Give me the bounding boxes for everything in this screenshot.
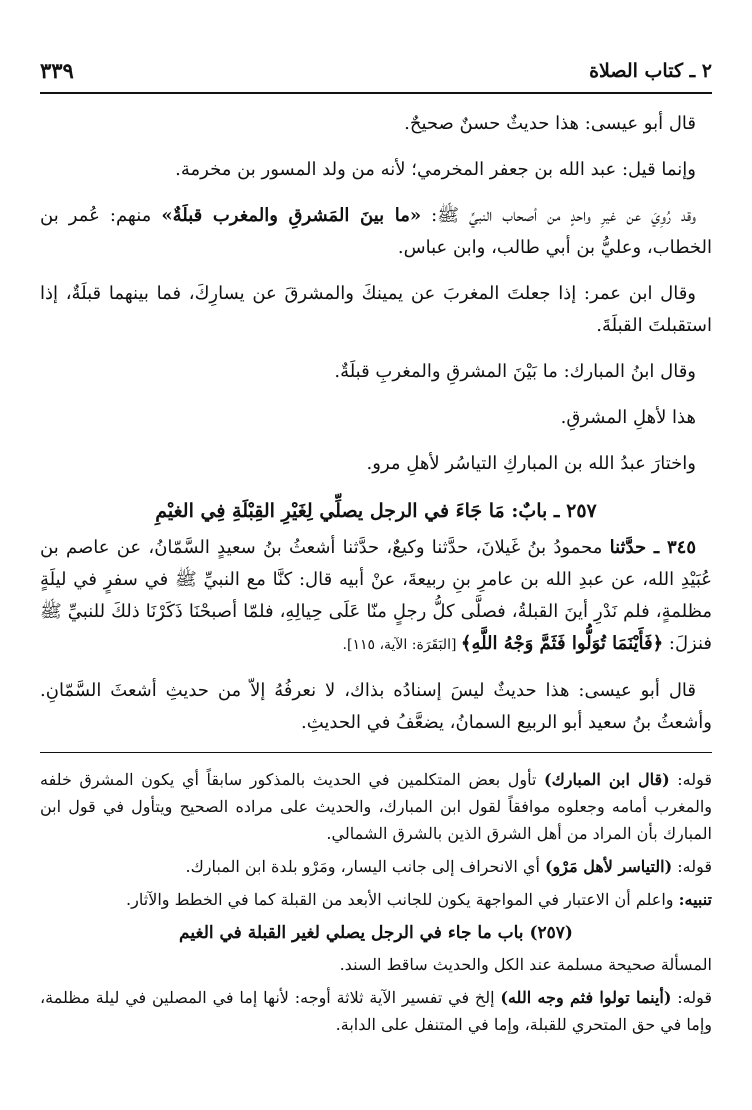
paragraph-8: قال أبو عيسى: هذا حديثٌ ليسَ إسنادُه بذاك، لا نعرفُهُ إلاّ من حديثِ أشعثَ السَّمّانِ. وأشعثُ بنُ سعيد أبو الربيع السمانُ، يضعَّفُ في الحديثِ. — [40, 680, 712, 733]
paragraph-7: واختارَ عبدُ الله بن المباركِ التياسُر لأهلِ مرو. — [366, 453, 696, 474]
paragraph-4: وقال ابن عمر: إذا جعلتَ المغربَ عن يمينكَ والمشرقَ عن يسارِكَ، فما بينهما قبلَةٌ، إذا استقبلتَ القبلَةَ. — [40, 283, 712, 336]
paragraph-2: وإنما قيل: عبد الله بن جعفر المخرمي؛ لأنه من ولد المسور بن مخرمة. — [175, 159, 696, 180]
paragraph-3 — [40, 200, 712, 264]
chapter-title: ٢ ـ كتاب الصلاة — [589, 60, 712, 82]
paragraph-3-intro: وقد رُوِيَ عن غيرِ واحدٍ من أصحاب النبيِّ ﷺ: — [421, 205, 696, 226]
note-5-text: إلخ في تفسير الآية ثلاثة أوجه: لأنها إما في المصلين في ليلة مظلمة، وإما في حق المتحري للقبلة، وإما في المتنفل على الدابة. — [40, 988, 712, 1034]
note-2-term: (التياسر لأهل مَرْو) — [544, 857, 673, 876]
paragraph-6: هذا لأهلِ المشرقِ. — [560, 407, 696, 428]
hadith-body: محمودُ بنُ غَيلانَ، حدَّثنا وكيعٌ، حدَّثنا أشعثُ بنُ سعيدٍ السَّمّانُ، عن عاصم بن عُبَيْدِ الله، عن عبدِ الله بن عامرِ بنِ ربيعةَ، عنْ أبيه قال: كنَّا مع النبيِّ ﷺ في سفرٍ في ليلَةٍ مظلمةٍ، فلم نَدْرِ أينَ القبلةُ، فصلَّى كلُّ رجلٍ منّا عَلَى حِيالِهِ، فلمّا أصبحْنَا ذَكَرْنَا ذلكَ للنبيِّ ﷺ فنزلَ: — [40, 537, 712, 654]
note-5-intro: قوله: — [671, 988, 713, 1007]
note-5 — [40, 984, 712, 1038]
commentary-notes — [40, 766, 712, 1044]
main-text — [40, 108, 712, 753]
paragraph-3-quote: «ما بينَ المَشرقِ والمغرب قبلَةٌ» — [161, 205, 422, 226]
paragraph-1: قال أبو عيسى: هذا حديثٌ حسنٌ صحيحٌ. — [404, 113, 696, 134]
hadith-number: ٣٤٥ ـ حدَّثنا — [609, 537, 696, 558]
note-5-term: (أينما تولوا فثم وجه الله) — [500, 988, 672, 1007]
hadith-paragraph — [40, 532, 712, 661]
note-3 — [40, 886, 712, 913]
quran-verse: ﴿فَأَيْنَمَا تُوَلُّوا فَثَمَّ وَجْهُ اللَّهِ﴾ — [460, 633, 664, 654]
note-2 — [40, 853, 712, 880]
note-3-text: واعلم أن الاعتبار في المواجهة يكون للجانب الأبعد من القبلة كما في الخطط والآثار. — [126, 890, 679, 909]
note-2-intro: قوله: — [672, 857, 712, 876]
note-2-text: أي الانحراف إلى جانب اليسار، ومَرْو بلدة ابن المبارك. — [185, 857, 545, 876]
note-1-text: تأول بعض المتكلمين في الحديث بالمذكور سابقاً أي يكون المشرق خلفه والمغرب أمامه وجعلوه موافقاً لقول ابن المبارك، والحديث على مراده الصحيح ويتأول في قول ابن المبارك بأن المراد من أهل الشرق الذين بالشرق الشمالي. — [40, 770, 712, 843]
note-4: المسألة صحيحة مسلمة عند الكل والحديث ساقط السند. — [339, 955, 712, 974]
note-1-term: (قال ابن المبارك) — [544, 770, 670, 789]
paragraph-3-rest: منهم: عُمر بن الخطاب، وعليُّ بن أبي طالب، وابن عباس. — [40, 205, 712, 258]
paragraph-5: وقال ابنُ المبارك: ما بَيْنَ المشرقِ والمغربِ قبلَةٌ. — [334, 361, 696, 382]
note-3-label: تنبيه: — [678, 890, 712, 909]
note-1 — [40, 766, 712, 847]
note-1-intro: قوله: — [669, 770, 713, 789]
verse-reference: [البَقَرَة: الآية، ١١٥]. — [342, 637, 461, 653]
chapter-heading: ٢٥٧ ـ بابٌ: مَا جَاءَ في الرجل يصلِّي لِغَيْرِ القِبْلَةِ فِي الغيْمِ — [155, 500, 597, 522]
page-header — [40, 52, 712, 94]
notes-chapter-heading: (٢٥٧) باب ما جاء في الرجل يصلي لغير القبلة في الغيم — [179, 923, 573, 943]
footnote-divider — [40, 752, 712, 753]
page-number: ٣٣٩ — [40, 58, 74, 83]
